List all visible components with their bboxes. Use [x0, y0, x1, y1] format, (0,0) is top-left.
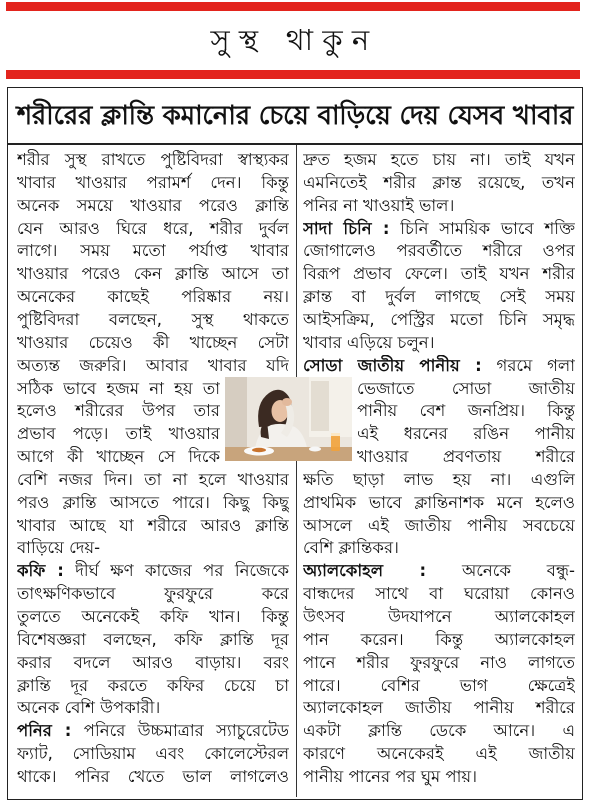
text-line — [17, 378, 220, 401]
line-text: পানীয় বেশ জনপ্রিয়। কিন্তু — [357, 401, 575, 421]
line-text: ক্লান্ত বা দুর্বল লাগছে সেই সময় — [303, 287, 575, 307]
line-text: বিশেষজ্ঞরা বলছেন, কফি ক্লান্তি দূর — [17, 629, 289, 649]
line-text: পানে শরীর ফুরফুরে নাও লাগতে — [303, 652, 575, 672]
text-line — [17, 240, 289, 263]
line-text: পনিরে উচ্চমাত্রার স্যাচুরেটেড — [83, 721, 289, 741]
line-text: ক্লান্তি দূর করতে কফির চেয়ে চা — [17, 675, 289, 695]
line-text: পান করেন। কিন্তু অ্যালকোহল — [303, 629, 575, 649]
text-line — [17, 697, 289, 720]
line-text: জোগালেও পরবর্তীতে শরীরে ওপর — [303, 241, 575, 261]
text-line — [17, 355, 289, 378]
line-text: করার বদলে আরও বাড়ায়। বরং — [17, 652, 289, 672]
text-line — [17, 720, 289, 743]
line-text: বাড়িয়ে দেয়- — [17, 538, 101, 558]
subheading-label: সাদা চিনি : — [303, 218, 390, 238]
text-line — [17, 515, 289, 538]
line-text: গরমে গলা — [496, 355, 575, 375]
line-text: অনেক বেশি উপকারী। — [17, 698, 161, 718]
line-text: বেশি নজর দিন। তা না হলে খাওয়ার — [17, 469, 289, 489]
text-line — [303, 195, 575, 218]
text-line — [17, 400, 220, 423]
text-line — [303, 560, 575, 583]
line-text: থাকে। পনির খেতে ভাল লাগলেও — [17, 766, 289, 786]
text-line — [17, 218, 289, 241]
line-text: বেশি ক্লান্তিকর। — [303, 538, 399, 558]
line-text: পুষ্টিবিদরা বলছেন, সুস্থ থাকতে — [17, 309, 289, 329]
text-line — [17, 629, 289, 652]
line-text: বিরূপ প্রভাব ফেলে। তাই যখন শরীর — [303, 264, 575, 284]
text-line — [303, 149, 575, 172]
section-title: সুস্থ থাকুন — [210, 23, 379, 57]
bottom-red-bar — [6, 70, 580, 79]
line-text: ক্ষতি ছাড়া লাভ হয় না। এগুলি — [303, 469, 575, 489]
line-text: অত্যন্ত জরুরি। আবার খাবার যদি — [17, 355, 289, 375]
woman-tired-at-table-photo — [225, 377, 352, 461]
line-text: এই ধরনের রঙিন পানীয় — [357, 424, 575, 444]
line-text: দীর্ঘ ক্ষণ কাজের পর নিজেকে — [75, 561, 289, 581]
text-line — [303, 537, 575, 560]
text-line — [17, 606, 289, 629]
text-line — [17, 583, 289, 606]
line-text: অনেক সময়ে খাওয়ার পরেও ক্লান্তি — [17, 195, 289, 215]
line-text: পানীয় পানের পর ঘুম পায়। — [303, 766, 478, 786]
text-line — [303, 652, 575, 675]
text-line — [303, 743, 575, 766]
text-line — [303, 263, 575, 286]
line-text: আইসক্রিম, পেস্ট্রির মতো চিনি সমৃদ্ধ — [303, 309, 575, 329]
line-text: খাবার আছে যা শরীরে আরও ক্লান্তি — [17, 515, 289, 535]
text-line — [303, 469, 575, 492]
line-text: খাওয়ার প্রবণতায় শরীরে — [357, 447, 575, 467]
text-line — [17, 766, 289, 789]
text-line — [17, 446, 220, 469]
line-text: পারে। বেশির ভাগ ক্ষেত্রেই — [303, 675, 575, 695]
line-text: শরীর সুস্থ রাখতে পুষ্টিবিদরা স্বাস্থ্যকর — [17, 150, 289, 169]
column-divider — [296, 145, 297, 797]
top-red-bar — [6, 2, 580, 11]
text-line — [303, 629, 575, 652]
line-text: বান্ধদের সাথে বা ঘরোয়া কোনও — [303, 584, 575, 604]
line-text: ভেজাতে সোডা জাতীয় — [357, 378, 575, 398]
text-line — [357, 378, 575, 401]
text-line — [303, 309, 575, 332]
text-line — [303, 675, 575, 698]
text-line — [17, 492, 289, 515]
line-text: তাৎক্ষণিকভাবে ফুরফুরে করে — [17, 584, 289, 604]
text-line — [303, 697, 575, 720]
subheading-label: পনির : — [17, 721, 72, 741]
text-line — [17, 675, 289, 698]
line-text: ফ্যাট, সোডিয়াম এবং কোলেস্টেরল — [17, 744, 289, 764]
line-text: তুলতে অনেকেই কফি খান। কিন্তু — [17, 607, 289, 626]
line-text: একটা ক্লান্তি ডেকে আনে। এ — [303, 721, 575, 741]
line-text: খাওয়ার পরেও কেন ক্লান্তি আসে তা — [17, 264, 289, 284]
line-text: এমনিতেই শরীর ক্লান্ত রয়েছে, তখন — [303, 172, 575, 192]
text-line — [357, 423, 575, 446]
text-line — [303, 766, 575, 789]
text-line — [303, 286, 575, 309]
text-line — [357, 400, 575, 423]
line-text: উৎসব উদযাপনে অ্যালকোহল — [303, 607, 575, 626]
line-text: হলেও শরীরের উপর তার — [17, 401, 220, 421]
text-line — [303, 515, 575, 538]
line-text: অনেকে বন্ধু- — [461, 561, 575, 581]
headline-rule — [7, 143, 583, 145]
text-line — [303, 240, 575, 263]
text-line — [17, 286, 289, 309]
text-line — [357, 446, 575, 469]
text-line — [17, 263, 289, 286]
text-line — [303, 332, 575, 355]
line-text: পনির না খাওয়াই ভাল। — [303, 195, 455, 215]
subheading-label: অ্যালকোহল : — [303, 561, 427, 581]
text-line — [17, 309, 289, 332]
line-text: সঠিক ভাবে হজম না হয় তা — [17, 378, 220, 398]
subheading-label: সোডা জাতীয় পানীয় : — [303, 355, 482, 375]
text-line — [17, 560, 289, 583]
line-text: আগে কী খাচ্ছেন সে দিকে — [17, 447, 220, 467]
right-column — [303, 149, 575, 791]
line-text: কারণে অনেকেরই এই জাতীয় — [303, 744, 575, 764]
text-line — [303, 218, 575, 241]
text-line — [303, 606, 575, 629]
text-line — [17, 172, 289, 195]
headline: শরীরের ক্লান্তি কমানোর চেয়ে বাড়িয়ে দেয় যেসব খাবার — [16, 101, 574, 131]
line-text: অনেকের কাছেই পরিষ্কার নয়। — [17, 287, 289, 307]
line-text: লাগে। সময় মতো পর্যাপ্ত খাবার — [17, 241, 289, 261]
line-text: যেন আরও ঘিরে ধরে, শরীর দুর্বল — [17, 218, 289, 238]
line-text: আসলে এই জাতীয় পানীয় সবচেয়ে — [303, 515, 575, 535]
line-text: চিনি সাময়িক ভাবে শক্তি — [400, 218, 575, 238]
text-line — [17, 195, 289, 218]
text-line — [17, 469, 289, 492]
line-text: খাওয়ার চেয়েও কী খাচ্ছেন সেটা — [17, 332, 289, 352]
line-text: প্রাথমিক ভাবে ক্লান্তিনাশক মনে হলেও — [303, 492, 575, 512]
text-line — [303, 720, 575, 743]
text-line — [303, 172, 575, 195]
line-text: প্রভাব পড়ে। তাই খাওয়ার — [17, 424, 220, 444]
text-line — [17, 537, 289, 560]
text-line — [303, 492, 575, 515]
line-text: খাবার খাওয়ার পরামর্শ দেন। কিন্তু — [17, 172, 289, 192]
line-text: অ্যালকোহল জাতীয় পানীয় শরীরে — [303, 698, 575, 718]
text-line — [17, 332, 289, 355]
left-column — [17, 149, 289, 791]
text-line — [17, 149, 289, 172]
text-line — [303, 355, 575, 378]
text-line — [17, 652, 289, 675]
text-line — [17, 423, 220, 446]
line-text: দ্রুত হজম হতে চায় না। তাই যখন — [303, 150, 575, 169]
text-line — [17, 743, 289, 766]
line-text: খাবার এড়িয়ে চলুন। — [303, 332, 435, 352]
line-text: পরও ক্লান্তি আসতে পারে। কিছু কিছু — [17, 492, 289, 512]
subheading-label: কফি : — [17, 561, 64, 581]
text-line — [303, 583, 575, 606]
